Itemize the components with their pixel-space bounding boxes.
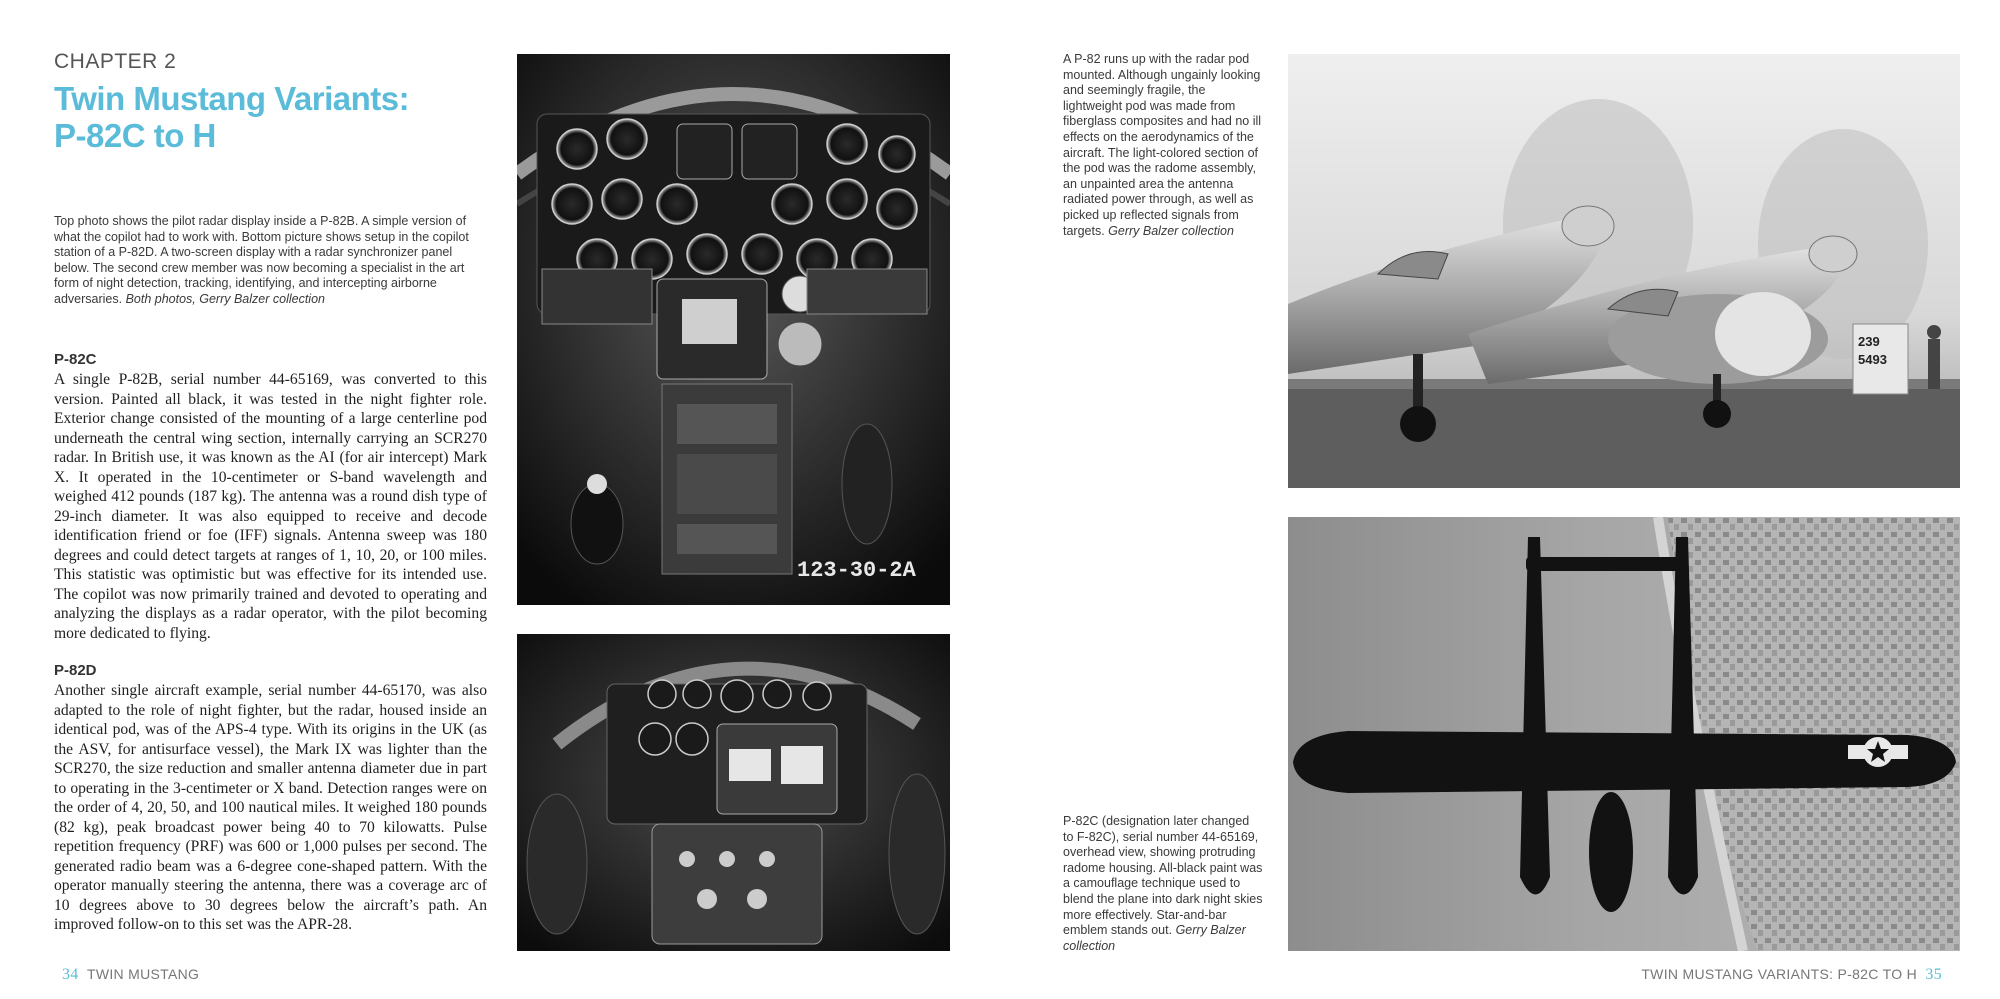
section-body-p82d: Another single aircraft example, serial number 44-65170, was also adapted to the role of night fighter, but the radar, housed inside an identical pod, was of the APS-4 type. With its origins in the UK (as the ASV, for antisurface vessel), the Mark IX was lighter than the SCR270, the size reduction and smaller antenna diameter due in part to operating in the 3-centimeter or X band. Detection ranges were on the order of 4, 20, 50, and 100 nautical miles. It weighed 180 pounds (82 kg), peak broadcast power being 40 to 70 kilowatts. Pulse repetition frequency (PRF) was 600 or 1,000 pulses per second. The generated radio beam was a 6-degree cone-shaped pattern. With the operator manually steering the antenna, there was a coverage arc of 10 degrees above to 30 degrees below the aircraft’s path. An improved follow-on to this set was the APR-28. [54, 682, 487, 933]
cockpit-photo-number: 123-30-2A [797, 558, 916, 583]
photo-copilot-station [517, 634, 950, 951]
cockpit-photos-caption [54, 214, 484, 308]
chapter-label: CHAPTER 2 [54, 50, 177, 73]
photo-p82-runup [1288, 54, 1960, 488]
cockpit-caption-credit: Both photos, Gerry Balzer collection [125, 291, 325, 306]
chapter-title-line2: P-82C to H [54, 117, 216, 154]
section-body-p82c: A single P-82B, serial number 44-65169, was converted to this version. Painted all black, it was tested in the night fighter role. Exterior change consisted of the mounting of a large centerline pod underneath the central wing section, internally carrying an SCR270 radar. In British use, it was known as the AI (for air intercept) Mark X. It operated in the 10-centimeter or S-band wavelength and weighed 412 pounds (187 kg). The antenna was a round dish type of 29-inch diameter. It was also equipped to receive and decode identification friend or foe (IFF) signals. Antenna sweep was 180 degrees and could detect targets at ranges of 1, 10, 20, or 100 miles. This statistic was optimistic but was effective for its intended use. The copilot was now primarily trained and devoted to operating and analyzing the displays as a radar operator, with the pilot becoming more dedicated to flying. [54, 371, 487, 642]
overhead-caption-text: P-82C (designation later changed to F-82C), serial number 44-65169, overhead view, showing protruding radome housing. All-black paint was a camouflage technique used to blend the plane into dark night skies more effectively. Star-and-bar emblem stands out. [1063, 814, 1263, 938]
runup-tail-number-top: 239 [1858, 334, 1880, 349]
chapter-title [54, 80, 409, 154]
photo-p82c-overhead [1288, 517, 1960, 951]
section-heading-p82c: P-82C [54, 351, 97, 368]
footer-right [1641, 966, 1942, 984]
photo-pilot-radar-display [517, 54, 950, 605]
runup-photo-caption [1063, 52, 1263, 239]
runup-caption-credit: Gerry Balzer collection [1108, 223, 1234, 238]
runup-tail-number-bottom: 5493 [1858, 352, 1887, 367]
section-heading-p82d: P-82D [54, 662, 97, 679]
left-running-head: TWIN MUSTANG [87, 966, 200, 982]
overhead-caption-credit: Gerry Balzer collection [1063, 923, 1246, 953]
cockpit-caption-text: Top photo shows the pilot radar display inside a P-82B. A simple version of what the copilot had to work with. Bottom picture shows setup in the copilot station of a P-82D. A two-screen display with a radar synchronizer panel below. The second crew member was now becoming a specialist in the art form of night detection, tracking, identifying, and intercepting airborne adversaries. [54, 214, 469, 306]
runup-caption-text: A P-82 runs up with the radar pod mounted. Although ungainly looking and seemingly fragile, the lightweight pod was made from fiberglass composites and had no ill effects on the aerodynamics of the aircraft. The light-colored section of the pod was the radome assembly, an unpainted area the antenna radiated power through, as well as picked up reflected signals from targets. [1063, 52, 1262, 238]
right-page-number: 35 [1925, 966, 1942, 983]
footer-left [62, 966, 199, 984]
left-page-number: 34 [62, 966, 79, 983]
overhead-photo-caption [1063, 814, 1263, 954]
right-running-head: TWIN MUSTANG VARIANTS: P-82C TO H [1641, 966, 1917, 982]
chapter-title-line1: Twin Mustang Variants: [54, 80, 410, 117]
